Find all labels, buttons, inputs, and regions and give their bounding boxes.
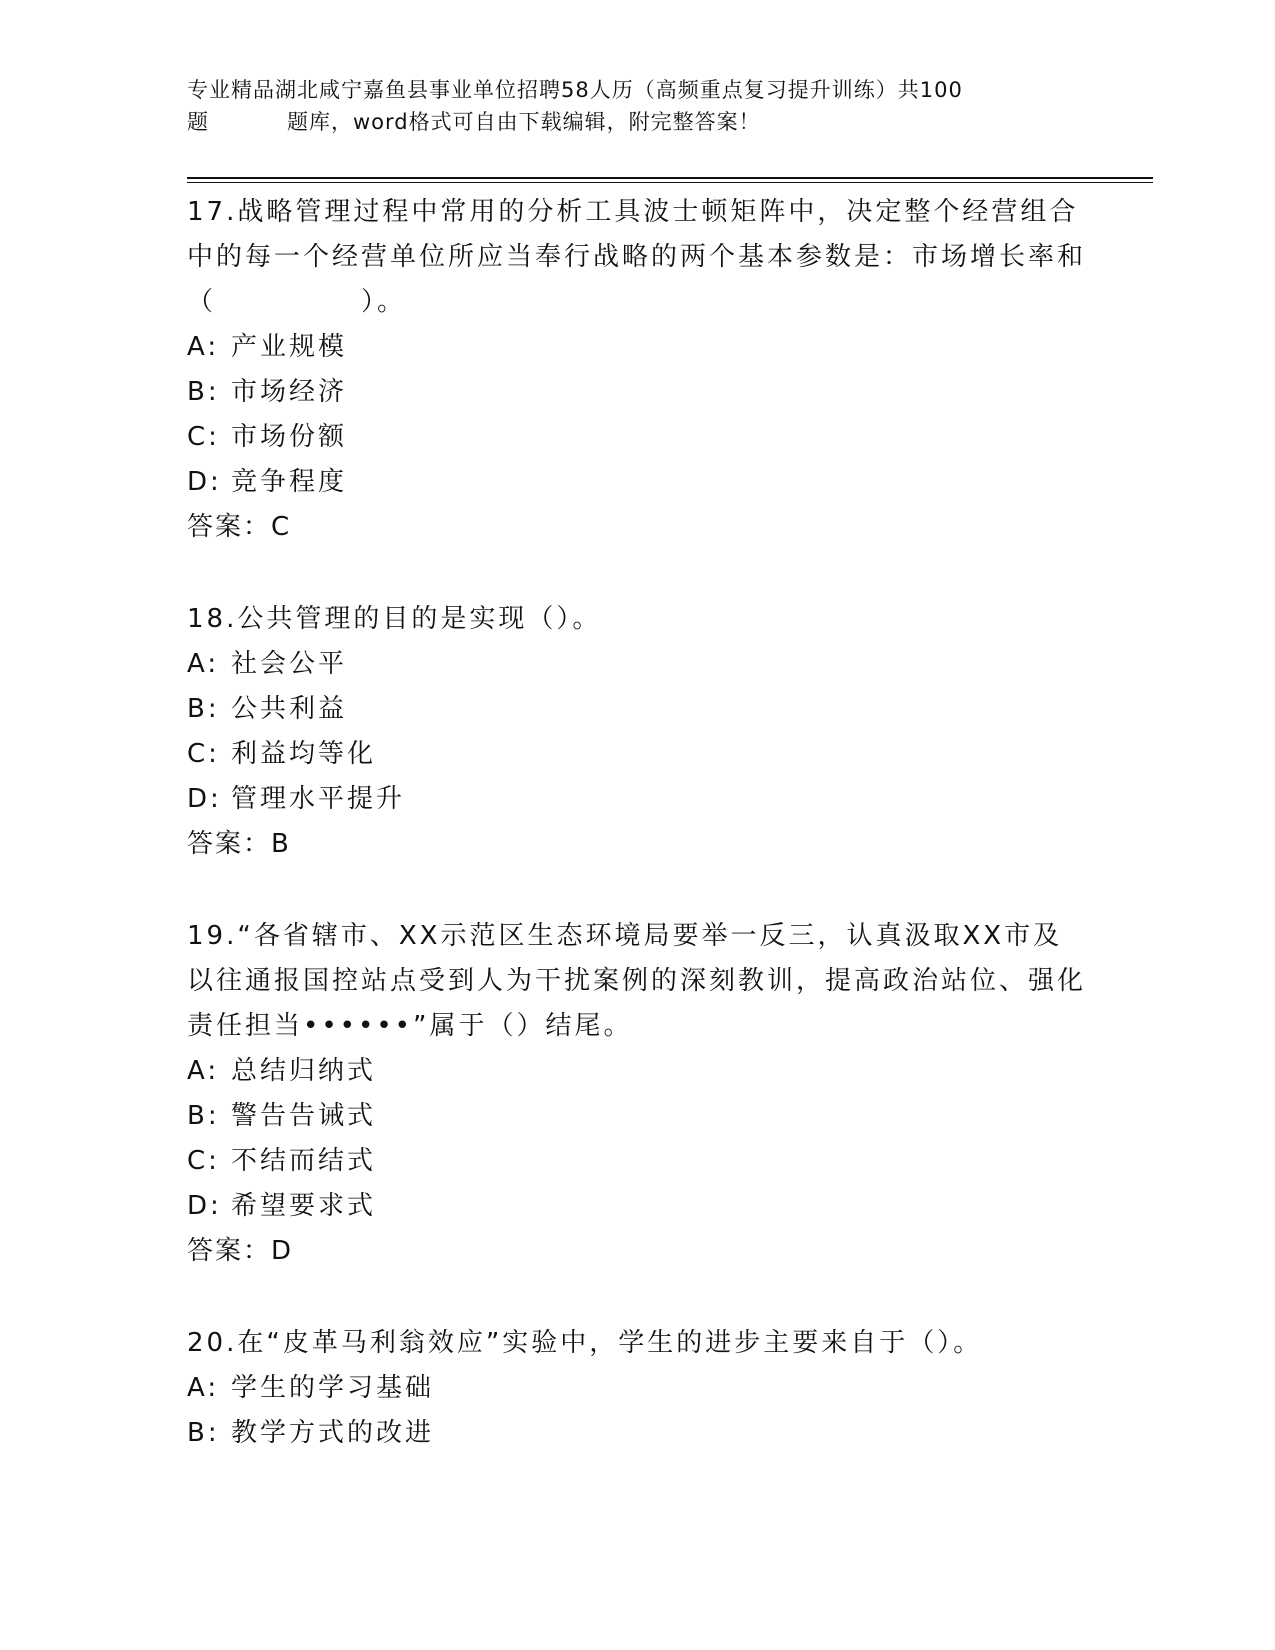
document-header <box>187 74 1067 138</box>
option-b <box>187 1411 1087 1456</box>
option-d <box>187 1184 1087 1229</box>
option-c <box>187 415 1087 460</box>
option-c <box>187 1139 1087 1184</box>
option-letter: C: <box>187 739 220 769</box>
question-17 <box>187 190 1087 550</box>
option-letter: C: <box>187 1146 220 1176</box>
question-stem: 17.战略管理过程中常用的分析工具波士顿矩阵中，决定整个经营组合中的每一个经营单位所应当奉行战略的两个基本参数是：市场增长率和（ ）。 <box>187 197 1087 317</box>
question-18 <box>187 597 1087 867</box>
option-text: 警告告诫式 <box>231 1101 377 1131</box>
option-letter: D: <box>187 1191 222 1221</box>
option-letter: A: <box>187 1056 220 1086</box>
option-a <box>187 1366 1087 1411</box>
option-a <box>187 642 1087 687</box>
option-text: 竞争程度 <box>231 467 348 497</box>
option-text: 利益均等化 <box>231 739 377 769</box>
option-text: 公共利益 <box>231 694 348 724</box>
answer-line: 答案：C <box>187 512 292 542</box>
option-text: 教学方式的改进 <box>231 1418 435 1448</box>
answer-line: 答案：B <box>187 829 291 859</box>
option-letter: B: <box>187 694 220 724</box>
answer-line: 答案：D <box>187 1236 294 1266</box>
header-line-2 <box>187 106 1067 138</box>
option-letter: A: <box>187 1373 220 1403</box>
option-letter: B: <box>187 1418 220 1448</box>
option-text: 管理水平提升 <box>231 784 406 814</box>
option-text: 希望要求式 <box>231 1191 377 1221</box>
question-20 <box>187 1321 1087 1456</box>
option-letter: D: <box>187 467 222 497</box>
option-letter: B: <box>187 1101 220 1131</box>
spacer <box>187 550 1087 597</box>
option-letter: C: <box>187 422 220 452</box>
option-text: 不结而结式 <box>231 1146 377 1176</box>
question-19 <box>187 914 1087 1274</box>
question-list <box>187 190 1087 1456</box>
option-text: 社会公平 <box>231 649 348 679</box>
option-a <box>187 1049 1087 1094</box>
option-letter: D: <box>187 784 222 814</box>
option-letter: A: <box>187 649 220 679</box>
option-d <box>187 777 1087 822</box>
option-text: 市场经济 <box>231 377 348 407</box>
option-text: 学生的学习基础 <box>231 1373 435 1403</box>
option-text: 产业规模 <box>231 332 348 362</box>
question-stem: 18.公共管理的目的是实现（）。 <box>187 604 602 634</box>
header-line-2-left: 题 <box>187 110 209 134</box>
spacer <box>187 867 1087 914</box>
option-letter: B: <box>187 377 220 407</box>
option-a <box>187 325 1087 370</box>
spacer <box>187 1274 1087 1321</box>
question-stem: 19.“各省辖市、XX示范区生态环境局要举一反三，认真汲取XX市及以往通报国控站点受到人为干扰案例的深刻教训，提高政治站位、强化责任担当••••••”属于（）结尾。 <box>187 921 1087 1041</box>
option-b <box>187 370 1087 415</box>
option-text: 市场份额 <box>231 422 348 452</box>
header-line-2-right: 题库，word格式可自由下载编辑，附完整答案！ <box>287 110 761 134</box>
option-b <box>187 1094 1087 1139</box>
header-line-1: 专业精品湖北咸宁嘉鱼县事业单位招聘58人历（高频重点复习提升训练）共100 <box>187 78 963 102</box>
option-d <box>187 460 1087 505</box>
option-b <box>187 687 1087 732</box>
header-divider-thin <box>187 182 1153 183</box>
option-c <box>187 732 1087 777</box>
question-stem: 20.在“皮革马利翁效应”实验中，学生的进步主要来自于（）。 <box>187 1328 983 1358</box>
option-letter: A: <box>187 332 220 362</box>
option-text: 总结归纳式 <box>231 1056 377 1086</box>
header-divider-thick <box>187 177 1153 179</box>
